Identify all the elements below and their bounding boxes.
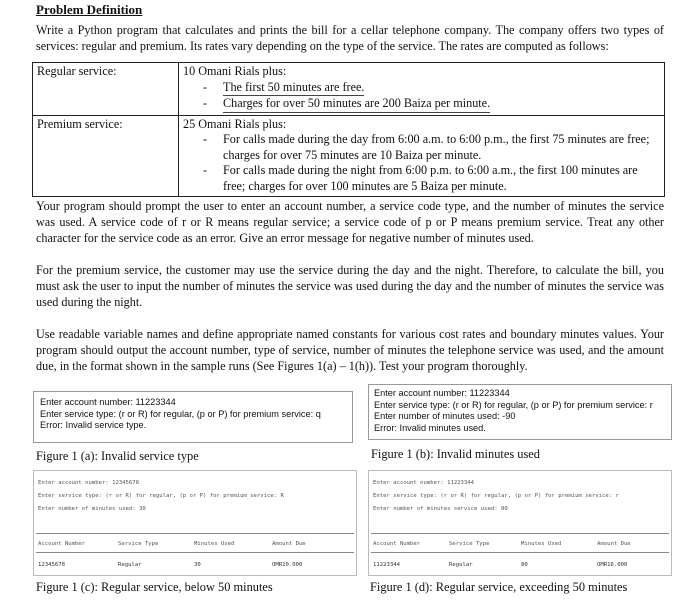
column-header: Account Number	[38, 541, 86, 547]
premium-bullet-text: For calls made during the night from 6:00 p.m. to 6:00 a.m., the first 100 minutes are free; charges for over 100 minutes are 5 Baiza per minute.	[223, 163, 638, 193]
console-line: Enter account number: 11223344	[374, 388, 510, 398]
console-line: Error: Invalid minutes used.	[374, 422, 486, 433]
figure-b-console	[368, 384, 672, 440]
amount-due-cell: OMR16.000	[597, 562, 628, 568]
column-header: Amount Due	[597, 541, 631, 547]
figure-d-caption: Figure 1 (d): Regular service, exceeding 50 minutes	[370, 580, 628, 594]
console-line: Enter service type: (r or R) for regular, (p or P) for premium service: R	[38, 493, 284, 499]
regular-bullet: - Charges for over 50 minutes are 200 Baiza per minute.	[183, 96, 660, 113]
regular-base-fee: 10 Omani Rials plus:	[183, 64, 287, 78]
intro-paragraph: Write a Python program that calculates and prints the bill for a cellar telephone company. The company offers two types of services: regular and premium. Its rates vary depending on the type of the service. The rates are computed as follows:	[36, 23, 664, 53]
figure-a-console	[33, 391, 353, 443]
column-header: Amount Due	[272, 541, 306, 547]
problem-definition-heading: Problem Definition	[36, 2, 143, 17]
console-line: Enter service type: (r or R) for regular, (p or P) for premium service: r	[374, 399, 653, 410]
service-type-cell: Regular	[118, 562, 142, 568]
column-header: Service Type	[118, 541, 159, 547]
console-line: Error: Invalid service type.	[40, 420, 147, 430]
rates-table	[32, 62, 665, 197]
regular-bullet: - The first 50 minutes are free.	[183, 80, 660, 97]
minutes-used-cell: 30	[194, 562, 201, 568]
console-line: Enter number of minutes service used: 80	[373, 506, 508, 512]
premium-bullet-text: For calls made during the day from 6:00 a.m. to 6:00 p.m., the first 75 minutes are free; charges for over 75 minutes are 10 Baiza per minute.	[223, 132, 650, 162]
console-line: Enter account number: 11223344	[40, 397, 176, 407]
prompt-instructions-paragraph: Your program should prompt the user to enter an account number, a service code type, and the number of minutes the service was used. A service code of r or R means regular service; a service code of p or P means premium service. Treat any other character for the service code as an error. Give an error message for negative number of minutes used.	[36, 199, 664, 246]
column-header: Account Number	[373, 541, 421, 547]
console-line: Enter service type: (r or R) for regular, (p or P) for premium service: r	[373, 493, 619, 499]
amount-due-cell: OMR10.000	[272, 562, 303, 568]
regular-service-row	[33, 63, 665, 116]
figure-c-console	[33, 470, 357, 576]
column-header: Minutes Used	[521, 541, 562, 547]
regular-service-rates	[179, 63, 665, 116]
figure-d-console	[368, 470, 672, 576]
figure-b-caption: Figure 1 (b): Invalid minutes used	[371, 447, 540, 461]
column-header: Minutes Used	[194, 541, 235, 547]
service-type-cell: Regular	[449, 562, 473, 568]
regular-bullet-text: The first 50 minutes are free.	[223, 80, 364, 97]
minutes-used-cell: 80	[521, 562, 528, 568]
premium-instructions-paragraph: For the premium service, the customer may use the service during the day and the night. Therefore, to calculate the bill, you must ask the user to input the number of minutes the service was used during the day and the number of minutes the service was used during the night.	[36, 263, 664, 310]
premium-bullet: - For calls made during the night from 6:00 p.m. to 6:00 a.m., the first 100 minutes are free; charges for over 100 minutes are 5 Baiza per minute.	[183, 163, 660, 194]
premium-bullet: - For calls made during the day from 6:00 a.m. to 6:00 p.m., the first 75 minutes are free; charges for over 75 minutes are 10 Baiza per minute.	[183, 132, 660, 163]
premium-service-row	[33, 115, 665, 197]
regular-service-label: Regular service:	[33, 63, 179, 116]
figure-c-caption: Figure 1 (c): Regular service, below 50 minutes	[36, 580, 273, 594]
premium-service-rates	[179, 115, 665, 197]
premium-base-fee: 25 Omani Rials plus:	[183, 116, 287, 131]
premium-service-label: Premium service:	[33, 115, 179, 197]
output-instructions-paragraph: Use readable variable names and define appropriate named constants for various cost rates and boundary minutes values. Your program should output the account number, type of service, number of minutes the telephone service was used, and the amount due, in the format shown in the sample runs (See Figures 1(a) – 1(h)). Test your program thoroughly.	[36, 327, 664, 374]
console-line: Enter number of minutes used: -90	[374, 411, 516, 421]
console-line: Enter account number: 12345678	[38, 480, 140, 486]
regular-bullet-text: Charges for over 50 minutes are 200 Baiza per minute.	[223, 96, 490, 113]
figure-a-caption: Figure 1 (a): Invalid service type	[36, 449, 199, 463]
account-number-cell: 11223344	[373, 562, 400, 568]
console-line: Enter account number: 11223344	[373, 480, 475, 486]
column-header: Service Type	[449, 541, 490, 547]
account-number-cell: 12345678	[38, 562, 65, 568]
console-line: Enter service type: (r or R) for regular, (p or P) for premium service: q	[40, 408, 321, 419]
console-line: Enter number of minutes used: 30	[38, 506, 146, 512]
